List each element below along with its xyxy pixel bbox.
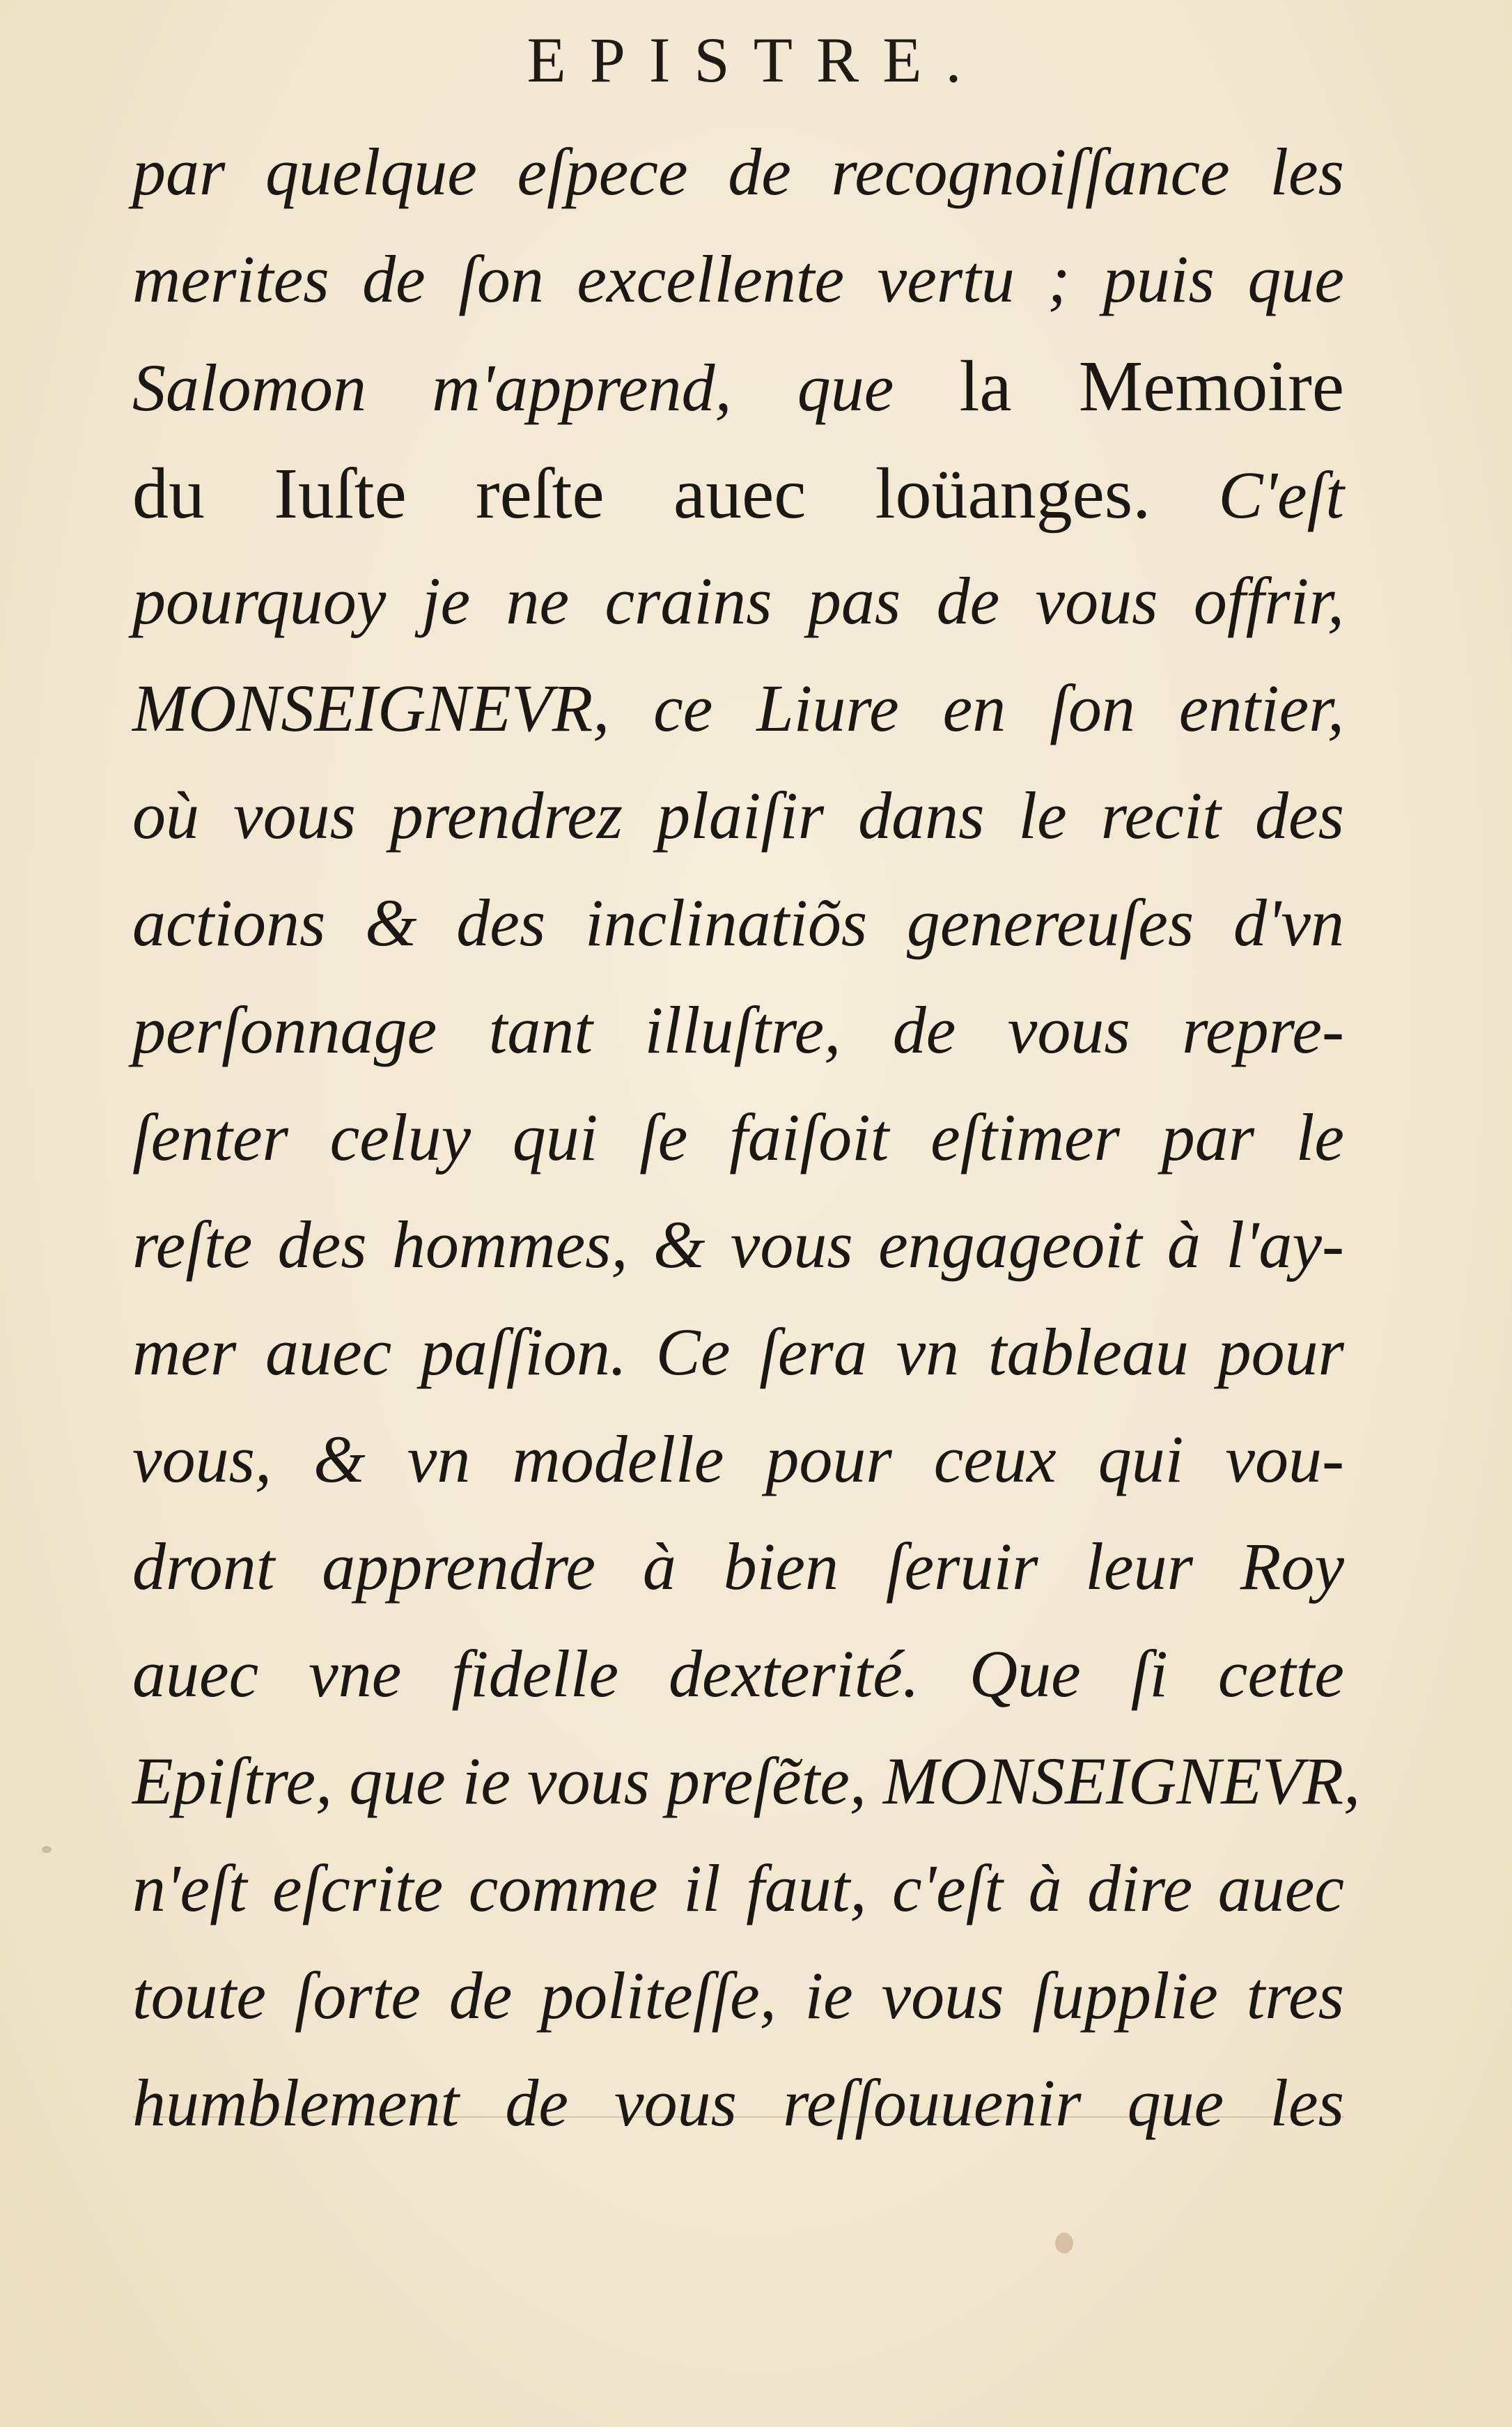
italic-segment: Salomon m'apprend, que [132,350,894,425]
text-line: perſonnage tant illuſtre, de vous repre- [132,993,1344,1067]
paper-stain [1055,2233,1073,2254]
text-line: ſenter celuy qui ſe faiſoit eſtimer par le [132,1100,1344,1174]
text-line: actions & des inclinatiõs genereuſes d'vn [132,885,1344,960]
text-line: MONSEIGNEVR, ce Liure en ſon entier, [132,671,1344,745]
text-line: reſte des hommes, & vous engageoit à l'ay- [132,1207,1344,1282]
text-line: merites de ſon excellente vertu ; puis que [132,242,1344,316]
body-text [132,118,1361,2157]
text-line-mixed [132,333,1344,440]
text-line: vous, & vn modelle pour ceux qui vou- [132,1422,1344,1496]
text-line: n'eſt eſcrite comme il faut, c'eſt à dire auec [132,1851,1344,1925]
text-line: toute ſorte de politeſſe, ie vous ſupplie tres [132,1958,1344,2033]
roman-segment: la Memoire [959,346,1344,426]
text-line: par quelque eſpece de recognoiſſance les [132,134,1344,209]
text-line: où vous prendrez plaiſir dans le recit des [132,778,1344,853]
text-line: humblement de vous reſſouuenir que les [132,2065,1344,2140]
italic-segment: C'eſt [1218,458,1344,532]
text-line: dront apprendre à bien ſeruir leur Roy [132,1529,1344,1604]
text-line: mer auec paſſion. Ce ſera vn tableau pour [132,1315,1344,1389]
paper-stain [42,1846,52,1853]
text-line: auec vne fidelle dexterité. Que ſi cette [132,1636,1344,1711]
text-line: Epiſtre, que ie vous preſẽte, MONSEIGNEVR, [132,1744,1361,1818]
text-line: pourquoy je ne crains pas de vous offrir, [132,564,1344,638]
text-line-mixed [132,440,1344,548]
running-head: EPISTRE. [527,24,985,95]
roman-segment: du Iuſte reſte auec loüanges. [132,453,1151,534]
bottom-rule [132,2116,1344,2118]
